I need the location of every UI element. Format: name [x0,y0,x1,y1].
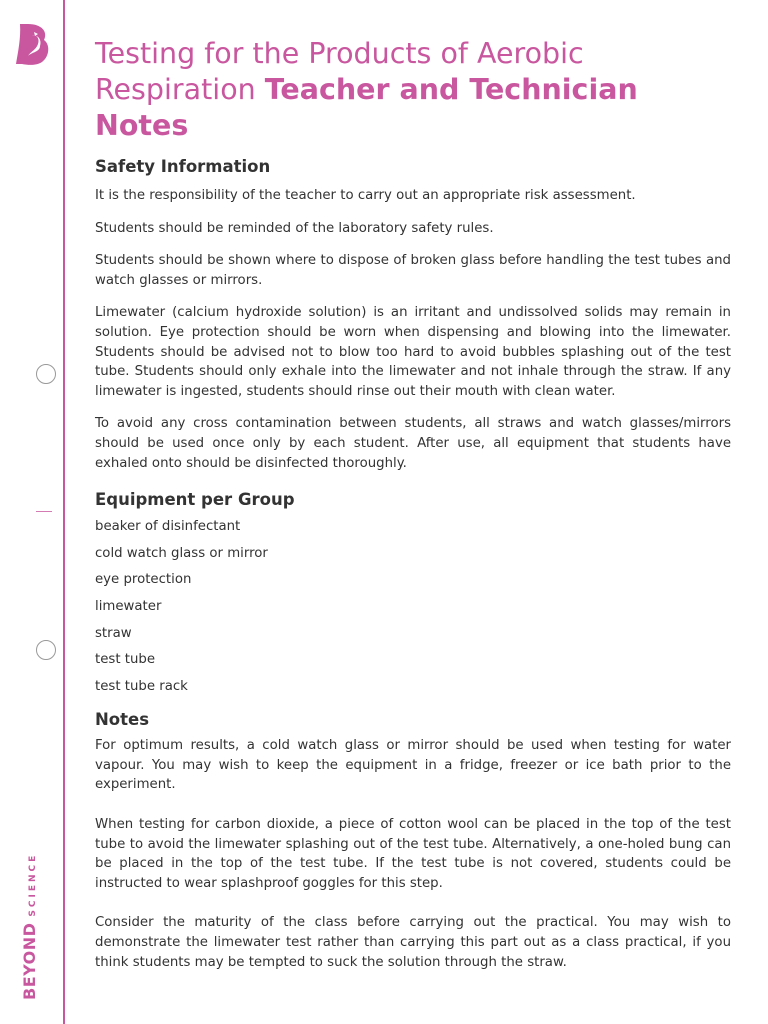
notes-paragraph-3: Consider the maturity of the class before carrying out the practical. You may wish to demonstrate the limewater test rather than carrying this part out as a class practical, if you think students may be tempted to suck the solution through the straw. [95,915,731,970]
fold-mark [36,511,52,512]
title-main: Testing for the Products of Aerobic Respiration [95,37,584,106]
equipment-item: cold watch glass or mirror [95,545,268,561]
safety-heading: Safety Information [95,157,271,176]
beyond-logo-icon [14,22,52,66]
equipment-item: eye protection [95,572,192,588]
safety-paragraph-5: To avoid any cross contamination between students, all straws and watch glasses/mirrors should be used once only by each student. After use, all equipment that students have exhaled onto should be disinfected thoroughly. [95,416,731,471]
equipment-item: limewater [95,598,162,614]
page-content [95,36,731,992]
equipment-item: straw [95,625,132,641]
brand-vertical-text [20,853,39,1000]
safety-paragraph-4: Limewater (calcium hydroxide solution) is an irritant and undissolved solids may remain in solution. Eye protection should be worn when dispensing and blowing into the limewater. Students should be advised not to blow too hard to avoid bubbles splashing out of the test tube. Students should only exhale into the limewater and not inhale through the straw. If any limewater is ingested, students should rinse out their mouth with clean water. [95,305,731,399]
brand-word-beyond: BEYOND [20,922,39,1000]
notes-paragraph-2: When testing for carbon dioxide, a piece of cotton wool can be placed in the top of the test tube to avoid the limewater splashing out of the test tube. Alternatively, a one-holed bung can be placed in the top of the test tube. If the test tube is not covered, students could be instructed to wear splashproof goggles for this step. [95,817,731,891]
notes-paragraph-1: For optimum results, a cold watch glass or mirror should be used when testing for water vapour. You may wish to keep the equipment in a fridge, freezer or ice bath prior to the experiment. [95,738,731,793]
equipment-item: beaker of disinfectant [95,519,241,535]
safety-paragraph-3: Students should be shown where to dispose of broken glass before handling the test tubes and watch glasses or mirrors. [95,253,731,288]
page-title [95,36,731,144]
equipment-item: test tube [95,652,156,668]
brand-word-science: SCIENCE [28,852,38,917]
equipment-list [95,517,731,696]
title-highlight: Teacher and Technician Notes [95,73,638,142]
equipment-item: test tube rack [95,678,188,694]
notes-heading: Notes [95,710,150,730]
safety-paragraph-2: Students should be reminded of the laboratory safety rules. [95,220,494,236]
equipment-heading: Equipment per Group [95,490,295,510]
punch-hole-top [36,364,56,384]
margin-line [63,0,65,1024]
safety-paragraph-1: It is the responsibility of the teacher to carry out an appropriate risk assessment. [95,188,636,203]
punch-hole-bottom [36,640,56,660]
